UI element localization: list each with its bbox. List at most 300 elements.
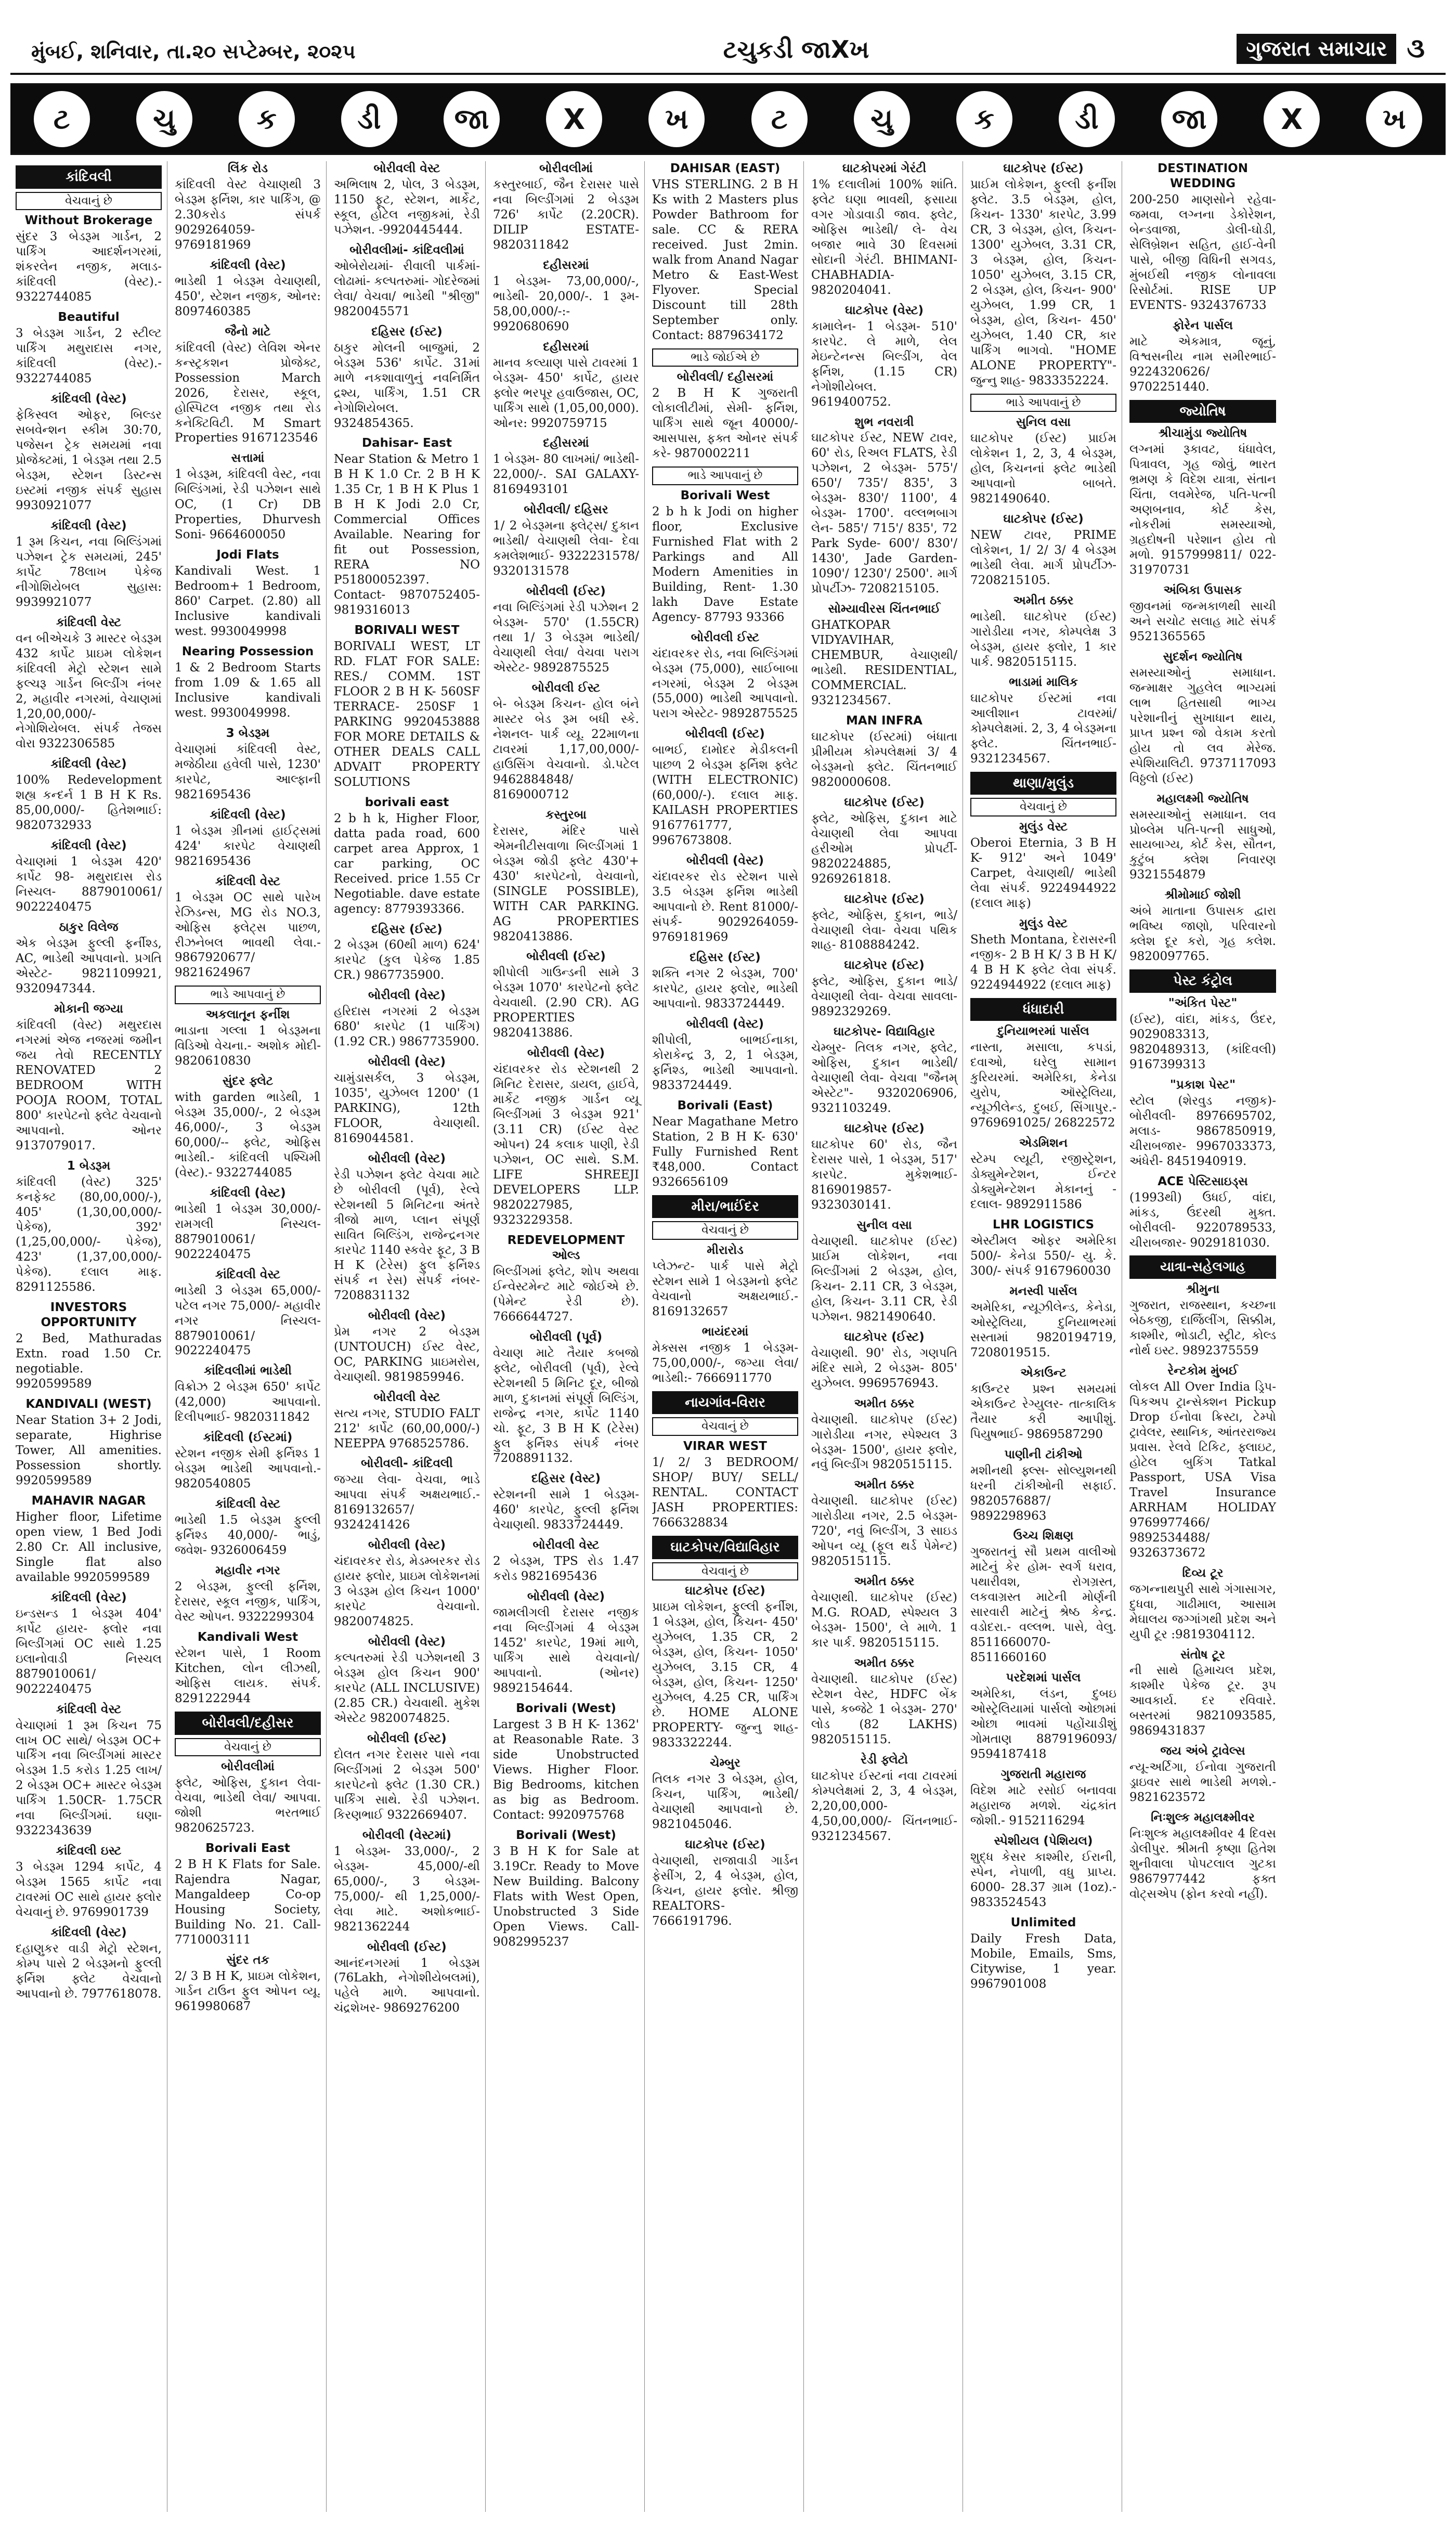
- ad-body: 2 B H K ગુજરાતી લોકાલીટીમાં, સેમી- ફર્નિશ, પાર્કિંગ સાથે જૂન 40000/- આસપાસ, ફક્ત ઓનર સંપર્ક કરે- 9870002211: [652, 386, 798, 461]
- ad-heading: કાંદિવલી (વેસ્ટ): [210, 1186, 286, 1200]
- classified-ad: [1129, 1744, 1276, 1805]
- ad-body: કાઉન્ટર પ્રશ્ન સમયમાં એકાઉન્ટ રેગ્યુલર- તાત્કાલિક તૈયાર કરી આપીશું. પિયુષભાઈ- 9869587290: [970, 1382, 1116, 1441]
- ad-heading: દહીસરમાં: [543, 340, 589, 354]
- subsection-label: વેચવાનું છે: [652, 1221, 798, 1240]
- ad-body: ચામુંડાસર્કલ, 3 બેડરૂમ, 1035', યુઝેબલ 1200' (1 PARKING), 12th FLOOR, વેચાણથી. 8169044581.: [334, 1071, 480, 1146]
- ad-heading: બોરીવલી (ઈસ્ટ): [367, 1731, 447, 1745]
- ad-heading: કાંદિવલી (વેસ્ટ): [210, 258, 286, 272]
- classified-ad: [334, 325, 480, 431]
- ad-body: અમેરિકા, લંડન, દુબઇ ઓસ્ટ્રેલિયામાં પાર્સલો ઓછામાં ઓછા ભાવમાં પહોંચાડીશું ગોમતાણ 8879196093/ 9594187418: [970, 1687, 1116, 1761]
- classified-ad: [652, 1325, 798, 1386]
- classified-ad: [334, 1308, 480, 1385]
- ad-heading: મહાલક્ષ્મી જ્યોતિષ: [1156, 792, 1249, 806]
- classified-ad: [334, 988, 480, 1049]
- ad-heading: સ્પેશીયલ (પેશિયલ): [994, 1834, 1093, 1848]
- ad-body: 3 B H K for Sale at 3.19Cr. Ready to Move New Building. Balcony Flats with West Open, Unobstructed 3 Side Open Views. Call- 9082995237: [493, 1844, 639, 1949]
- ad-body: ભાડેથી 1.5 બેડરૂમ ફુલ્લી ફર્નિશ્ડ 40,000/- ભાડું, જવેશ- 9326006459: [175, 1513, 321, 1558]
- banner-letter: ખ: [648, 91, 705, 147]
- ad-heading: "અંકિત પેસ્ટ": [1168, 996, 1238, 1010]
- ad-heading: બોરીવલી (ઈસ્ટ): [526, 585, 606, 599]
- ad-body: ફ્લેટ, ઓફિસ, દુકાન ભાડે/ વેચાણથી લેવા- વેચવા સાવલા- 9892329269.: [811, 975, 957, 1019]
- ad-body: Daily Fresh Data, Mobile, Emails, Sms, Citywise, 1 year. 9967901008: [970, 1932, 1116, 1991]
- ad-heading: DESTINATION WEDDING: [1158, 162, 1248, 190]
- ad-body: દહાણુકર વાડી મેટ્રો સ્ટેશન, કોમ્પ પાસે 2 બેડરૂમનો ફુલ્લી ફર્નિશ ફ્લેટ વેચવાનો આપવાનો છે. 7977618078.: [16, 1942, 162, 2001]
- classified-ad: [811, 1330, 957, 1391]
- classified-ad: [811, 1025, 957, 1116]
- section-banner: [10, 83, 1446, 155]
- ad-body: NEW ટાવર, PRIME લોકેશન, 1/ 2/ 3/ 4 બેડરૂમ ભાડેથી લેવા. માર્ગ પ્રોપર્ટીઝ- 7208215105.: [970, 528, 1116, 587]
- ad-body: BORIVALI WEST, LT RD. FLAT FOR SALE: RES./ COMM. 1ST FLOOR 2 B H K- 560SF TERRACE- 250SF 1 PARKING 9920453888 FOR MORE DETAILS & OTHER DEALS CALL ADVAIT PROPERTY SOLUTIONS: [334, 640, 480, 789]
- classified-ad: [493, 1233, 639, 1325]
- classified-ad: [1129, 426, 1276, 578]
- ad-heading: બોરીવલી (વેસ્ટ): [368, 1538, 446, 1552]
- ad-heading: Nearing Possession: [181, 645, 314, 659]
- ad-heading: બોરીવલી/ દહીસરમાં: [677, 370, 774, 384]
- ad-heading: બોરીવલીમાં- કાંદિવલીમાં: [349, 243, 464, 257]
- ad-body: વિદેશ માટે રસોઈ બનાવવા મહારાજ મળશે. ચંદ્રકાંત જોશી.- 9152116294: [970, 1783, 1116, 1828]
- banner-letter: X: [546, 91, 602, 147]
- ad-heading: ઘાટકોપર- વિદ્યાવિહાર: [833, 1025, 935, 1039]
- ad-body: સત્ય નગર, STUDIO FALT 212' કાર્પેટ (60,00,000/-) NEEPPA 9768525786.: [334, 1406, 480, 1450]
- ad-body: અભિલાષ 2, પોલ, 3 બેડરૂમ, 1150 ફૂટ, સ્ટેશન, માર્કેટ, સ્કૂલ, હોટેલ નજીકમાં, રેડી પઝેશન. -9920445444.: [334, 177, 480, 237]
- ad-heading: ફોરેન પાર્સલ: [1173, 318, 1233, 332]
- classified-ad: [970, 916, 1116, 993]
- ad-body: કલ્પતરુમાં રેડી પઝેશનથી 3 બેડરૂમ હોલ કિચન 900' કારપેટ (ALL INCLUSIVE) (2.85 CR.) વેચવાથી. મુકેશ એસ્ટેટ 9820074825.: [334, 1651, 480, 1725]
- ad-heading: મહાવીર નગર: [215, 1564, 280, 1578]
- ad-heading: અમીત ઠક્કર: [854, 1478, 915, 1492]
- ad-body: ઘાટકોપર (ઈસ્ટ) પ્રાઈમ લોકેશન 1, 2, 3, 4 બેડરૂમ, હોલ, કિચનનાં ફ્લેટ ભાડેથી આપવાનો બાબતે. 9821490640.: [970, 432, 1116, 506]
- classified-ad: [493, 681, 639, 802]
- ad-heading: ACE પેસ્ટિસાઇડ્સ: [1158, 1174, 1248, 1188]
- ad-heading: ઘાટકોપર (ઈસ્ટ): [844, 892, 925, 906]
- ad-heading: 3 બેડરૂમ: [226, 726, 270, 740]
- ad-body: કસ્તુરબાઈ, જૈન દેરાસર પાસે નવા બિલ્ડીંગમાં 2 બેડરૂમ 726' કાર્પેટ (2.20CR). DILIP ESTATE- 9820311842: [493, 177, 639, 252]
- ad-body: ઘાટકોપર ઈસ્ટમાં નવા આલીશાન ટાવરમાં/ કોમ્પલેક્ષમાં. 2, 3, 4 બેડરૂમના ફ્લેટ. ચિંતનભાઈ- 9321234567.: [970, 691, 1116, 766]
- ad-body: 3 બેડરૂમ ગાર્ડન, 2 સ્ટીલ્ટ પાર્કિંગ મથુરાદાસ નગર, કાંદિવલી (વેસ્ટ).- 9322744085: [16, 327, 162, 386]
- subsection-label: વેચવાનું છે: [652, 1417, 798, 1436]
- classified-ad: [175, 1759, 321, 1836]
- ad-body: ચંદાવરકર રોડ સ્ટેશનથી 2 મિનિટ દેરાસર, ડાયલ, હાઈવે, માર્કેટ નજીક ગાર્ડન વ્યૂ બિલ્ડીંગમાં 3 બેડરૂમ 921' (3.11 CR) (ઈસ્ટ વેસ્ટ ઓપન) 24 કલાક પાણી, રેડી પઝેશન, OC સાથે. S.M. LIFE SHREEJI DEVELOPERS LLP. 9820227985, 9323229358.: [493, 1062, 639, 1227]
- ad-body: જગન્નાથપુરી સાથે ગંગાસાગર, દુધવા, ગાઢીમાલ, આસામ મેઘાલય જગ્ગાંગથી પ્રદેશ અને યુપી ટૂર :9819304112.: [1129, 1582, 1276, 1641]
- classified-ad: [811, 161, 957, 298]
- ad-heading: બોરીવલી (ઈસ્ટ): [367, 1940, 447, 1954]
- ad-heading: સુદર્શન જ્યોતિષ: [1163, 650, 1243, 664]
- banner-letter: જા: [444, 91, 500, 147]
- ad-heading: અમીત ઠક્કર: [854, 1396, 915, 1410]
- ad-heading: કાંદિવલી (વેસ્ટ): [50, 392, 127, 406]
- classified-ad: [1129, 161, 1276, 313]
- ad-body: 1 બેડરૂમ ગ્રીનમાં હાઈટ્સમાં 424' કારપેટ વેચાણથી 9821695436: [175, 824, 321, 868]
- ad-body: પ્રાઇમ લોકેશન, ફુલ્લી ફર્નીશ, 1 બેડરૂમ, હોલ, કિચન- 450' યુઝેબલ, 1.35 CR, 2 બેડરૂમ, હોલ, કિચન- 1050' યુઝેબલ, 3.15 CR, 4 બેડરૂમ, હોલ, કિચન- 1250' યુઝેબલ, 4.25 CR, પાર્કિંગ છે. HOME ALONE PROPERTY- જુન્નુ શાહ- 9833322244.: [652, 1600, 798, 1750]
- ad-heading: ઠાકુર વિલેજ: [59, 921, 119, 935]
- ad-heading: કાંદિવલી (વેસ્ટ): [50, 757, 127, 771]
- ad-heading: બોરીવલી (વેસ્ટ): [368, 989, 446, 1003]
- ad-body: સ્ટેશનની સામે 1 બેડરૂમ- 460' કારપેટ, ફુલ્લી ફર્નિશ વેચાણથી. 9833724449.: [493, 1488, 639, 1532]
- ad-heading: ભાયંદરમાં: [701, 1325, 749, 1339]
- ad-body: (1993થી) ઉધઈ, વાંદા, માંકડ, ઉંદરથી મુક્ત. બોરીવલી- 9220789533, ચીરાબજાર- 9029181030.: [1129, 1190, 1276, 1250]
- classified-ad: [16, 1925, 162, 2002]
- ad-body: 2 b h k Jodi on higher floor, Exclusive Furnished Flat with 2 Parkings and All Modern Amenities in Building, Rent- 1.30 lakh Dave Estate Agency- 87793 93366: [652, 504, 798, 624]
- ad-body: Near Station & Metro 1 B H K 1.0 Cr. 2 B H K 1.35 Cr, 1 B H K Plus 1 B H K Jodi 2.0 Cr, Commercial Offices Available. Nearing for fit out Possession, RERA NO P51800052397. Contact- 9870752405- 9819316013: [334, 452, 480, 617]
- classified-ad: [175, 874, 321, 981]
- banner-letter: ડી: [341, 91, 397, 147]
- ad-body: દોલત નગર દેરાસર પાસે નવા બિલ્ડીંગમાં 2 બેડરૂમ 500' કારપેટનો ફ્લેટ (1.30 CR.) પાર્કિંગ સાથે. રેડી પઝેશન. કિરણભાઈ 9322669407.: [334, 1747, 480, 1822]
- ad-body: ગુજરાતનું સૌ પ્રથમ વાલીઓ માટેનું કેર હોમ- સ્વર્ગ ધરાવ, પથારીવશ, રોગગ્રસ્ત, લકવાગ્રસ્ત માટેની મોર્ણની સારવારી માટેનું શ્રેષ્ઠ કેન્દ્ર. વડોદરા.- વલ્લભ. પાસે, વેલુ. 8511660070- 8511660160: [970, 1545, 1116, 1665]
- ad-heading: દહિસર (ઈસ્ટ): [371, 922, 443, 936]
- classified-ad: [811, 1121, 957, 1213]
- ad-body: ગુજરાત, રાજસ્થાન, કચ્છના બેઠકજી, દાર્જિલીંગ, સિક્કીમ, કાશ્મીર, ભોડાટી, સ્ટ્રીટ, કોલ્ડ નોર્થ ઇસ્ટ. 9892375559: [1129, 1299, 1276, 1358]
- classified-ad: [334, 1456, 480, 1533]
- classified-ad: [334, 922, 480, 983]
- ad-heading: REDEVELOPMENT ઓલ્ડ: [507, 1233, 625, 1262]
- ad-body: 2 બેડરૂમ, TPS રોડ 1.47 કરોડ 9821695436: [493, 1554, 639, 1584]
- ad-heading: LHR LOGISTICS: [992, 1218, 1095, 1232]
- ad-body: Kandivali West. 1 Bedroom+ 1 Bedroom, 860' Carpet. (2.80) all Inclusive kandivali west. 9930049998: [175, 564, 321, 639]
- ad-heading: Beautiful: [58, 310, 120, 325]
- ad-heading: કાંદિવલી (ઈસ્ટમાં): [203, 1431, 293, 1445]
- ad-body: ચંદાવરકર રોડ, નવા બિલ્ડિંગમાં બેડરૂમ (75,000), સાઈબાબા નગરમાં, બેડરૂમ 2 બેડરૂમ (55,000) ભાડેથી આપવાનો. પરાગ એસ્ટેટ- 9892875525: [652, 646, 798, 721]
- ad-heading: borivali east: [365, 795, 449, 809]
- classified-ad: [652, 1756, 798, 1832]
- ad-heading: ઘાટકોપર (ઈસ્ટ): [844, 958, 925, 973]
- classified-ad: [493, 1828, 639, 1950]
- classified-ad: [652, 1584, 798, 1751]
- classified-ad: [652, 1243, 798, 1319]
- ad-body: કાંદિવલી (વેસ્ટ) લેવિશ એનર કન્સ્ટ્રકશન પ્રોજેક્ટ, Possession March 2026, દેરાસર, સ્કૂલ, હોસ્પિટલ નજીક તથા રોડ કનેક્ટિવિટી. M Smart Properties 9167123546: [175, 341, 321, 445]
- classified-ad: [175, 325, 321, 446]
- ad-heading: શ્રીચામુંડા જ્યોતિષ: [1158, 426, 1247, 440]
- classified-ad: [652, 1098, 798, 1190]
- classified-ad: [1129, 318, 1276, 395]
- classified-ad: [334, 623, 480, 790]
- ad-body: 1 બેડરૂમ- 33,000/-, 2 બેડરૂમ- 45,000/-થી 65,000/-, 3 બેડરૂમ- 75,000/- થી 1,25,000/- લેવા માટે. અશોકભાઈ- 9821362244: [334, 1844, 480, 1934]
- ad-body: શુદ્ધ કેસર કાશ્મીર, ઈરાની, સ્પેન, નેપાળી, વધુ પ્રાપ્ય. 6000- 28.37 ગ્રામ (1oz).- 9833524543: [970, 1850, 1116, 1909]
- classified-ad: [16, 1300, 162, 1392]
- ad-heading: સુંદર તક: [226, 1953, 269, 1967]
- classified-ad: [16, 1494, 162, 1585]
- ad-body: ચંદાવરકર રોડ સ્ટેશન પાસે 3.5 બેડરૂમ ફર્નિશ ભાડેથી આપવાનો છે. Rent 81000/- સંપર્ક- 9029264059- 9769181969: [652, 870, 798, 944]
- ad-body: જગ્યા લેવા- વેચવા, ભાડે આપવા સંપર્ક અક્ષયભાઈ.- 8169132657/ 9324241426: [334, 1473, 480, 1532]
- ad-body: ફ્લેટ, ઓફિસ, દુકાન લેવા-વેચવા, ભાડેથી લેવા/ આપવા. જોશી ભરતભાઈ 9820625723.: [175, 1776, 321, 1835]
- ad-body: 2 B H K Flats for Sale. Rajendra Nagar, Mangaldeep Co-op Housing Society, Building No. 21. Call- 7710003111: [175, 1858, 321, 1947]
- classified-ad: [175, 1186, 321, 1262]
- ad-body: વેચાણમાં કાંદિવલી વેસ્ટ, મજેઠીયા હવેલી પાસે, 1230' કારપેટ, આલ્ફાની 9821695436: [175, 742, 321, 801]
- ad-body: વેચાણથી, રાજાવાડી ગાર્ડન ફેસીંગ, 2, 4 બેડરૂમ, હોલ, કિચન, હાયર ફ્લોર. શ્રીજી REALTORS- 7666191796.: [652, 1854, 798, 1928]
- subsection-label: ભાડે જોઈએ છે: [652, 348, 798, 367]
- ad-body: Sheth Montana, દેરાસરની નજીક- 2 B H K/ 3 B H K/ 4 B H K ફ્લેટ લેવા સંપર્ક. 9224944922 (દલાલ માફ): [970, 932, 1116, 992]
- ad-heading: બોરીવલી (ઈસ્ટ): [685, 727, 765, 741]
- subsection-label: વેચવાનું છે: [175, 1738, 321, 1757]
- ad-heading: દહિસર (વેસ્ટ): [531, 1472, 601, 1486]
- classified-ad: [811, 1396, 957, 1473]
- ad-heading: ચેમ્બુર: [710, 1756, 740, 1770]
- ad-body: વેચાણથી. 90' રોડ, ગણપતિ મંદિર સામે, 2 બેડરૂમ- 805' યુઝેબલ. 9969576943.: [811, 1346, 957, 1390]
- classified-ad: [970, 1670, 1116, 1762]
- classified-ad: [970, 820, 1116, 911]
- classified-ad: [493, 161, 639, 253]
- ad-body: કાંદિવલી (વેસ્ટ) 325' કનફેક્ટ (80,00,000/-), 405' (1,30,00,000/- પેકેજ), 392' (1,25,00,000/- પેકેજ), 423' (1,37,00,000/- પેકેજ). દલાલ માફ. 8291125586.: [16, 1175, 162, 1294]
- column-2: [175, 161, 327, 2512]
- ad-body: Near Station 3+ 2 Jodi, separate, Highrise Tower, All amenities. Possession shortly. 9920599589: [16, 1414, 162, 1487]
- ad-heading: સુંદર ફ્લેટ: [222, 1074, 274, 1088]
- ad-body: બિલ્ડીંગમાં ફ્લેટ, શોપ અથવા ઈન્વેસ્ટમેન્ટ માટે જોઈએ છે. (પેમેન્ટ રેડી છે). 7666644727.: [493, 1264, 639, 1324]
- ad-heading: બોરીવલી (વેસ્ટ): [686, 854, 764, 868]
- classified-ad: [970, 512, 1116, 588]
- ad-body: ઘાટકોપર ઈસ્ટનાં નવા ટાવરમાં કોમ્પલેક્ષમાં 2, 3, 4 બેડરૂમ, 2,20,00,000- 4,50,00,000/- ચિંતનભાઈ- 9321234567.: [811, 1769, 957, 1843]
- classified-ad: [175, 1267, 321, 1359]
- ad-heading: Borivali (West): [516, 1828, 616, 1842]
- ad-heading: Jodi Flats: [216, 548, 279, 562]
- ad-heading: બોરીવલીમાં: [221, 1760, 275, 1774]
- ad-heading: ઘાટકોપર (ઈસ્ટ): [1003, 162, 1084, 175]
- classified-ad: [175, 161, 321, 253]
- classified-ad: [16, 519, 162, 610]
- ad-body: (ઈસ્ટ), વાંદા, માંકડ, ઉંદર, 9029083313, 9820489313, (કાંદિવલી) 9167399313: [1129, 1012, 1276, 1071]
- ad-body: ન્યૂ-અર્ટિગા, ઈનોવા ગુજરાતી ડ્રાઇવર સાથે ભાડેથી મળશે.- 9821623572: [1129, 1760, 1276, 1805]
- classified-ad: [493, 1046, 639, 1228]
- classified-ad: [811, 415, 957, 597]
- section-heading: ધંધાદારી: [970, 998, 1116, 1021]
- classified-ad: [493, 1701, 639, 1823]
- classified-ad: [652, 1837, 798, 1929]
- ad-heading: શુભ નવરાત્રી: [854, 415, 914, 429]
- subsection-label: ભાડે આપવાનું છે: [175, 986, 321, 1004]
- classified-ad: [175, 808, 321, 869]
- ad-heading: બોરીવલી (વેસ્ટમાં): [362, 1828, 451, 1842]
- ad-heading: જય અંબે ટ્રાવેલ્સ: [1160, 1744, 1245, 1758]
- ad-body: ઘાટકોપર ઈસ્ટ, NEW ટાવર, 60' રોડ, રિઅલ FLATS, રેડી પઝેશન, 2 બેડરૂમ- 575'/ 650'/ 735'/ 835', 3 બેડરૂમ- 830'/ 1100', 4 બેડરૂમ- 1700'. વલ્લભબાગ લેન- 585'/ 715'/ 835', 72 Park Syde- 600'/ 830'/ 1430', Jade Garden- 1090'/ 1230'/ 2500'. માર્ગ પ્રોપર્ટીઝ- 7208215105.: [811, 431, 957, 596]
- classified-columns: [16, 161, 1440, 2512]
- classified-ad: [1129, 1282, 1276, 1358]
- classified-ad: [970, 1136, 1116, 1212]
- ad-heading: કસ્તુરબા: [545, 808, 587, 822]
- classified-ad: [811, 1753, 957, 1844]
- classified-ad: [970, 1528, 1116, 1665]
- ad-heading: અંબિકા ઉપાસક: [1163, 583, 1242, 597]
- column-1: [16, 161, 167, 2512]
- classified-ad: [16, 1159, 162, 1295]
- ad-heading: દહિસર (ઈસ્ટ): [690, 950, 761, 964]
- classified-ad: [334, 161, 480, 238]
- ad-body: પ્રાઈમ લોકેશન, ફુલ્લી ફર્નીશ ફ્લેટ. 3.5 બેડરૂમ, હોલ, કિચન- 1330' કારપેટ, 3.99 CR, 3 બેડરૂમ, હોલ, કિચન- 1300' યુઝેબલ, 3.31 CR, 3 બેડરૂમ, હોલ, કિચન- 1050' યુઝેબલ, 3.15 CR, 2 બેડરૂમ, હોલ, કિચન- 900' યુઝેબલ, 1.99 CR, 1 બેડરૂમ, હોલ, કિચન- 450' યુઝેબલ, 1.40 CR, કાર પાર્કિંગ ભાગવો. "HOME ALONE PROPERTY"- જુન્નુ શાહ- 9833352224.: [970, 177, 1116, 387]
- classified-ad: [16, 213, 162, 305]
- classified-ad: [970, 1767, 1116, 1829]
- column-6: [811, 161, 963, 2512]
- ad-heading: બોરીવલી ઈસ્ટ: [691, 630, 760, 644]
- ad-heading: KANDIVALI (WEST): [25, 1397, 152, 1411]
- ad-heading: એકાઉન્ટ: [1020, 1366, 1067, 1380]
- ad-heading: ઘાટકોપર (ઈસ્ટ): [844, 795, 925, 809]
- ad-heading: શ્રીમુના: [1186, 1282, 1220, 1297]
- column-7: [970, 161, 1122, 2512]
- ad-body: સ્ટેશન પાસે, 1 Room Kitchen, લોન લીઝથી, ઓફિસ લાયક. સંપર્ક. 8291222944: [175, 1646, 321, 1705]
- ad-heading: કાંદિવલી (વેસ્ટ): [50, 1590, 127, 1604]
- classified-ad: [16, 838, 162, 915]
- classified-ad: [811, 1218, 957, 1325]
- section-title: ટચુકડી જાXખ: [723, 35, 869, 63]
- ad-body: 2 બેડરૂમ, ફુલ્લી ફર્નિશ, દેરાસર, સ્કૂલ નજીક, પાર્કિંગ, વેસ્ટ ઓપન. 9322299304: [175, 1580, 321, 1624]
- ad-heading: Borivali (East): [677, 1098, 773, 1112]
- ad-body: 1% દલાલીમાં 100% શાંતિ. ફ્લેટ ઘણા ભાવથી, ફસાયા વગર ગોડાવાડી જાવ. ફ્લેટ, ઓફિસ ભાડેથી/ લે- વેચ બજાર ભાવે 30 દિવસમાં સોદાની ગેરંટી. BHIMANI- CHABHADIA- 9820204041.: [811, 177, 957, 297]
- ad-heading: મુલુંડ વેસ્ટ: [1019, 820, 1068, 834]
- classified-ad: [652, 727, 798, 848]
- ad-body: Higher floor, Lifetime open view, 1 Bed Jodi 2.80 Cr. All inclusive, Single flat also available 9920599589: [16, 1510, 162, 1584]
- section-heading: ઘાટકોપર/વિદ્યાવિહાર: [652, 1536, 798, 1559]
- ad-body: ઓબેરોયમાં- રીવાલી પાર્કમાં- લોઢામાં- કલ્પતરુમાં- ગોદરેજમાં લેવા/ વેચવા/ ભાડેથી "શ્રીજી" 9820045571: [334, 259, 480, 318]
- ad-body: વેચાણથી. ઘાટકોપર (ઈસ્ટ) પ્રાઈમ લોકેશન, નવા બિલ્ડીંગમાં 2 બેડરૂમ, હોલ, કિચન- 2.11 CR, 3 બેડરૂમ, હોલ, કિચન- 3.11 CR, રેડી પઝેશન. 9821490640.: [811, 1234, 957, 1324]
- ad-heading: સુનીલ વસા: [856, 1218, 912, 1232]
- classified-ad: [16, 920, 162, 996]
- ad-heading: દહિસર (ઈસ્ટ): [371, 325, 443, 339]
- ad-body: સ્ટેમ્પ લ્યૂટી, રજીસ્ટ્રેશન, ડોક્યુમેન્ટેશન, ઈન્ટર ડોક્યુમેન્ટેશન મેકાનનું - દલાલ- 9892911586: [970, 1152, 1116, 1212]
- ad-heading: મુલુંડ વેસ્ટ: [1019, 916, 1068, 930]
- ad-heading: એડમિશન: [1019, 1136, 1068, 1150]
- ad-heading: અમીત ઠક્કર: [1013, 593, 1074, 607]
- classified-ad: [175, 1364, 321, 1425]
- classified-ad: [175, 1841, 321, 1948]
- ad-body: કાંદિવલી (વેસ્ટ) મથુરદાસ નગરમાં એજ નજરમાં જમીન જય તેવો RECENTLY RENOVATED 2 BEDROOM WITH POOJA ROOM, TOTAL 800' કારપેટનો ફ્લેટ વેચવાનો આપવાનો. ઓનર 9137079017.: [16, 1018, 162, 1152]
- dateline: મુંબઈ, શનિવાર, તા.૨૦ સપ્ટેમ્બર, ૨૦૨૫: [31, 40, 356, 63]
- classified-ad: [334, 243, 480, 319]
- ad-body: Near Magathane Metro Station, 2 B H K- 630' Fully Furnished Rent ₹48,000. Contact 9326656109: [652, 1115, 798, 1189]
- section-heading: થાણા/મુલુંડ: [970, 772, 1116, 795]
- classified-ad: [493, 1330, 639, 1467]
- ad-body: એસ્ટીમલ ઓફર અમેરિકા 500/- કેનેડા 550/- યુ. કે. 300/- સંપર્ક 9167960030: [970, 1234, 1116, 1278]
- ad-body: વન બીએચકે 3 માસ્ટર બેડરૂમ 432 કાર્પેટ પ્રાઇમ લોકેશન કાંદિવલી મેટ્રો સ્ટેશન સામે ફલ્ચરૂ ગાર્ડન બિલ્ડીંગ નંબર 2, મહાવીર નગરમાં, વેચાણમાં 1,20,00,000/- નેગોશિયેબલ. સંપર્ક તેજસ વોરા 9322306585: [16, 631, 162, 751]
- ad-body: ફેકિસ્વલ ઓફર, બિલ્ડર સબવેન્શન સ્કીમ 30:70, પજેસન ટ્રેક સમયમાં નવા પ્રોજેક્ટમાં, 1 બેડરૂમ તથા 2.5 બેડરૂમ, સ્ટેશન ડિસ્ટન્સ ઇસ્ટમાં નજીક સંપર્ક સુહાસ 9930921077: [16, 408, 162, 512]
- banner-letter: ખ: [1366, 91, 1422, 147]
- classified-ad: [493, 258, 639, 334]
- classified-ad: [175, 451, 321, 542]
- ad-body: બે- બેડરૂમ કિચન- હોલ બંને માસ્ટર બેડ રૂમ બધી સ્કે. નેશનલ- પાર્ક વ્યૂ. 22માળના ટાવરમાં 1,17,00,000/- હાઉસિંગ વેચવાનો. ડો.પટેલ 9462884848/ 8169000712: [493, 697, 639, 801]
- ad-body: ની સાથે હિમાચલ પ્રદેશ, કાશ્મીર પેકેજ ટૂર. રૂપ આવકાર્ય. દર રવિવારે. બસ્તરમાં 9821093585, 9869431837: [1129, 1664, 1276, 1738]
- ad-body: ચંદાવરકર રોડ, મેડમ્બરકર રોડ હાયર ફ્લોર, પ્રાઇમ લોકેશનમાં 3 બેડરૂમ હોલ કિચન 1000' કારપેટ વેચવાનો. 9820074825.: [334, 1554, 480, 1629]
- classified-ad: [175, 1430, 321, 1492]
- classified-ad: [16, 1844, 162, 1920]
- ad-heading: ગુજરાતી મહારાજ: [1000, 1768, 1086, 1781]
- ad-body: 2/ 3 B H K, પ્રાઇમ લોકેશન, ગાર્ડન ટાઉન ફુલ ઓપન વ્યૂ. 9619980687: [175, 1969, 321, 2013]
- ad-heading: રેન્ટકોમ મુંબઈ: [1167, 1364, 1238, 1378]
- ad-heading: MAHAVIR NAGAR: [31, 1494, 146, 1508]
- ad-heading: કાંદિવલી વેસ્ટ: [215, 1267, 281, 1281]
- ad-body: વેચાણથી. ઘાટકોપર (ઈસ્ટ) સ્ટેશન વેસ્ટ, HDFC બેંક પાસે, કબ્જેટે 1 બેડરૂમ- 270' લોડ (82 LAKHS) 9820515115.: [811, 1673, 957, 1746]
- ad-body: લોકલ All Over India ડ્રિપ-પિકઅપ ટ્રાન્સેક્શન Pickup Drop ઈનોવા ક્રિસ્ટા, ટેમ્પો ટ્રાવેલર, સ્થાનિક, આંતરરાજ્ય પ્રવાસ. રેલવે ટિકિટ, ફ્લાઇટ, હોટેલ બુકિંગ Tatkal Passport, USA Visa Travel Insurance ARRHAM HOLIDAY 9769977466/ 9892534488/ 9326373672: [1129, 1380, 1276, 1560]
- banner-letter: ટ: [751, 91, 808, 147]
- classified-ad: [493, 1471, 639, 1533]
- ad-heading: સત્તામાં: [231, 451, 265, 465]
- ad-heading: બોરીવલી- કાંદિવલી: [361, 1457, 453, 1471]
- classified-ad: [970, 1024, 1116, 1131]
- classified-ad: [175, 644, 321, 721]
- classified-ad: [16, 757, 162, 833]
- section-heading: જ્યોતિષ: [1129, 400, 1276, 423]
- ad-heading: કાંદિવલી (વેસ્ટ): [50, 519, 127, 533]
- classified-ad: [1129, 996, 1276, 1072]
- ad-body: ઘાટકોપર 60' રોડ, જૈન દેરાસર પાસે, 1 બેડરૂમ, 517' કારપેટ. મુકેશભાઈ- 8169019857- 9323030141.: [811, 1138, 957, 1212]
- ad-body: 1 રૂમ કિચન, નવા બિલ્ડિંગમાં પઝેશન ટ્રેક સમયમાં, 245' કાર્પેટ 78લાખ પેકેજ નીગોશિયેબલ સુહાસ: 9939921077: [16, 535, 162, 609]
- classified-ad: [970, 161, 1116, 388]
- ad-body: Largest 3 B H K- 1362' at Reasonable Rate. 3 side Unobstructed Views. Higher Floor. Big Bedrooms, kitchen as big as Bedroom. Contact: 9920975768: [493, 1717, 639, 1822]
- ad-heading: Borivali East: [205, 1842, 290, 1856]
- classified-ad: [493, 1589, 639, 1696]
- ad-body: with garden ભાડેથી, 1 બેડરૂમ 35,000/-, 2 બેડરૂમ 46,000/-, 3 બેડરૂમ 60,000/-- ફ્લેટ, ઓફિસ ભાડેથી.- કાંદિવલી પશ્ચિમી (વેસ્ટ).- 9322744085: [175, 1090, 321, 1180]
- classified-ad: [1129, 888, 1276, 964]
- classified-ad: [811, 1656, 957, 1747]
- ad-heading: Kandivali West: [197, 1630, 298, 1644]
- ad-body: માટે એકમાત્ર, જૂનું, વિશ્વસનીય નામ સમીરભાઈ- 9224320626/ 9702251440.: [1129, 334, 1276, 394]
- ad-heading: 1 બેડરૂમ: [67, 1159, 111, 1173]
- ad-body: સ્ટેશન નજીક સેમી ફર્નિશ્ડ 1 બેડરૂમ ભાડેથી આપવાનો.- 9820540805: [175, 1447, 321, 1491]
- classified-ad: [334, 1390, 480, 1452]
- ad-heading: BORIVALI WEST: [354, 624, 460, 638]
- banner-letter: ચુ: [136, 91, 192, 147]
- banner-letter: X: [1264, 91, 1320, 147]
- subsection-label: વેચવાનું છે: [652, 1562, 798, 1581]
- classified-ad: [334, 1538, 480, 1629]
- section-heading: મીરા/ભાઈંદર: [652, 1195, 798, 1219]
- ad-body: તિલક નગર 3 બેડરૂમ, હોલ, કિચન, પાર્કિંગ, ભાડેથી/ વેચાણથી આપવાનો છે. 9821045046.: [652, 1772, 798, 1831]
- classified-ad: [334, 795, 480, 917]
- banner-letter: ચુ: [854, 91, 910, 147]
- ad-body: ઇન્ડસન્ડ 1 બેડરૂમ 404' કાર્પેટ હાયર- ફ્લોર નવા બિલ્ડીંગમાં OC સાથે 1.25 ઇલાનોવાડી નિસ્ચલ 8879010061/ 9022240475: [16, 1606, 162, 1696]
- ad-body: વિક્રોઝ 2 બેડરૂમ 650' કાર્પેટ (42,000) આપવાનો. દિલીપભાઈ- 9820311842: [175, 1380, 321, 1424]
- ad-body: વેચાણમાં 1 રૂમ કિચન 75 લાખ OC સાથે/ બેડરૂમ OC+ પાર્કિંગ નવા બિલ્ડીંગમાં માસ્ટર બેડરૂમ 1.5 કરોડ 1.25 લાખ/ 2 બેડરૂમ OC+ માસ્ટર બેડરૂમ પાર્કિંગ 1.50CR- 1.75CR નવા બિલ્ડીંગમાં. ઘણા- 9322343639: [16, 1718, 162, 1838]
- ad-body: હરિદાસ નગરમાં 2 બેડરૂમ 680' કારપેટ (1 પાર્કિંગ) (1.92 CR.) 9867735900.: [334, 1005, 480, 1049]
- classified-ad: [493, 1538, 639, 1584]
- classified-ad: [175, 258, 321, 319]
- ad-body: સમસ્યાઓનું સમાધાન. લવ પ્રોબ્લેમ પતિ-પત્ની સાધુઓ, સાયબાગ્ય, કોર્ટ કેસ, સૌતન, કુટુંબ ક્લેશ નિવારણ 9321554879: [1129, 808, 1276, 882]
- banner-letter: ડી: [1059, 91, 1115, 147]
- classified-ad: [1129, 650, 1276, 786]
- ad-heading: સંતોષ ટૂર: [1180, 1648, 1225, 1662]
- ad-body: પ્લેઝન્ટ- પાર્ક પાસે મેટ્રો સ્ટેશન સામે 1 બેડરૂમનો ફ્લેટ વેચવાનો અક્ષયભાઈ.- 8169132657: [652, 1259, 798, 1318]
- ad-heading: બોરીવલી વેસ્ટ: [532, 1538, 600, 1552]
- ad-heading: બોરીવલી (વેસ્ટ): [368, 1152, 446, 1166]
- ad-body: નાસ્તા, મસાલા, કપડાં, દવાઓ, ઘરેલુ સામાન કુરિયરમાં. અમેરિકા, કેનેડા યુરોપ, ઑસ્ટ્રેલિયા, ન્યૂઝીલેન્ડ, દુબઈ, સિંગાપુર.- 9769691025/ 26822572: [970, 1041, 1116, 1130]
- banner-letter: જા: [1161, 91, 1217, 147]
- ad-body: ચેમ્બુર- તિલક નગર, ફ્લેટ, ઓફિસ, દુકાન ભાડેથી/ વેચાણથી લેવા- વેચવા "જૈનમ્ એસ્ટેટ"- 9320206906, 9321103249.: [811, 1041, 957, 1116]
- section-heading: કાંદિવલી: [16, 165, 162, 189]
- classified-ad: [175, 1630, 321, 1706]
- classified-ad: [970, 1915, 1116, 1992]
- ad-body: અમેરિકા, ન્યૂઝીલેન્ડ, કેનેડા, ઓસ્ટ્રેલિયા, દુનિયાભરમાં સસ્તામાં 9820194719, 7208019515.: [970, 1300, 1116, 1359]
- classified-ad: [493, 584, 639, 676]
- ad-body: શક્તિ નગર 2 બેડરૂમ, 700' કારપેટ, હાયર ફ્લોર, ભાડેથી આપવાનો. 9833724449.: [652, 966, 798, 1010]
- ad-heading: બોરીવલી (પૂર્વ): [529, 1330, 603, 1344]
- classified-ad: [652, 488, 798, 625]
- classified-ad: [652, 853, 798, 945]
- ad-body: નવા બિલ્ડિંગમાં રેડી પઝેશન 2 બેડરૂમ- 570' (1.55CR) તથા 1/ 3 બેડરૂમ ભાડેથી/ વેચાણથી લેવા/ વેચવા પરાગ એસ્ટેટ- 9892875525: [493, 601, 639, 675]
- classified-ad: [1129, 583, 1276, 644]
- classified-ad: [970, 1217, 1116, 1279]
- ad-body: GHATKOPAR VIDYAVIHAR, CHEMBUR, વેચાણથી/ ભાડેથી. RESIDENTIAL, COMMERCIAL. 9321234567.: [811, 618, 957, 707]
- ad-body: ભાડાના ગલ્લા 1 બેડરૂમના વિડિઓ વેચના.- અશોક મોદી- 9820610830: [175, 1024, 321, 1068]
- ad-heading: બોરીવલી (વેસ્ટ): [368, 1055, 446, 1069]
- ad-body: 1/ 2/ 3 BEDROOM/ SHOP/ BUY/ SELL/ RENTAL. CONTACT JASH PROPERTIES: 7666328834: [652, 1456, 798, 1530]
- ad-heading: જૈનો માટે: [225, 325, 271, 339]
- classified-ad: [811, 795, 957, 887]
- ad-heading: ઘાટકોપર (ઈસ્ટ): [685, 1584, 765, 1598]
- ad-body: 1 બેડરૂમ- 73,00,000/-, ભાડેથી- 20,000/-. 1 રૂમ- 58,00,000/-:- 9920680690: [493, 274, 639, 333]
- ad-heading: દિવ્ય ટૂર: [1182, 1566, 1224, 1580]
- ad-body: જામલીગલી દેરાસર નજીક નવા બિલ્ડીંગમાં 4 બેડરૂમ 1452' કારપેટ, 19માં માળે, પાર્કિંગ સાથે વેચવાનો/ આપવાનો. (ઓનર) 9892154644.: [493, 1606, 639, 1695]
- column-8: [1129, 161, 1281, 2512]
- ad-body: કામાલેન- 1 બેડરૂમ- 510' કારપેટ. લે માળે, લેલ મેઇન્ટેનન્સ બિલ્ડીંગ, વેલ ફર્નિશ, (1.15 CR) નેગોશીયેબલ. 9619400752.: [811, 319, 957, 409]
- classified-ad: [334, 1635, 480, 1726]
- ad-body: 100% Redevelopment શહ્ય કન્દર્ન 1 B H K Rs. 85,00,000/- હિતેશભાઈ: 9820732933: [16, 773, 162, 833]
- ad-heading: રેડી ફ્લેટો: [861, 1753, 908, 1767]
- classified-ad: [175, 1074, 321, 1181]
